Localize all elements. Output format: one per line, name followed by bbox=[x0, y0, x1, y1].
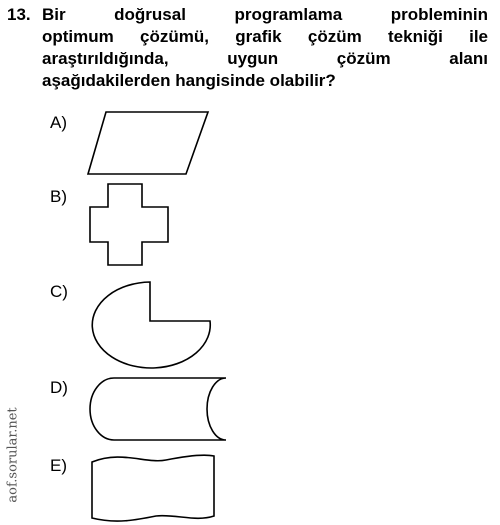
option-c-pac-shape[interactable] bbox=[88, 276, 218, 372]
watermark-text: aof.sorular.net bbox=[5, 407, 21, 503]
question-line-4: aşağıdakilerden hangisinde olabilir? bbox=[42, 71, 336, 90]
question-line-3: araştırıldığında, uygun çözüm alanı bbox=[42, 49, 488, 68]
option-b-label[interactable]: B) bbox=[50, 187, 67, 206]
option-e-label[interactable]: E) bbox=[50, 456, 67, 475]
question-text bbox=[42, 4, 488, 92]
question-number: 13. bbox=[7, 5, 31, 24]
option-a-parallelogram-shape[interactable] bbox=[84, 108, 214, 178]
option-b-cross-shape[interactable] bbox=[86, 180, 182, 270]
option-e-wavy-rectangle-shape[interactable] bbox=[86, 450, 226, 525]
question-line-1: Bir doğrusal programlama probleminin bbox=[42, 5, 488, 24]
option-a-label[interactable]: A) bbox=[50, 113, 67, 132]
option-c-label[interactable]: C) bbox=[50, 282, 68, 301]
watermark bbox=[2, 390, 24, 520]
option-d-label[interactable]: D) bbox=[50, 378, 68, 397]
question-line-2: optimum çözümü, grafik çözüm tekniği ile bbox=[42, 27, 488, 46]
option-d-cylinder-shape[interactable] bbox=[86, 372, 236, 444]
